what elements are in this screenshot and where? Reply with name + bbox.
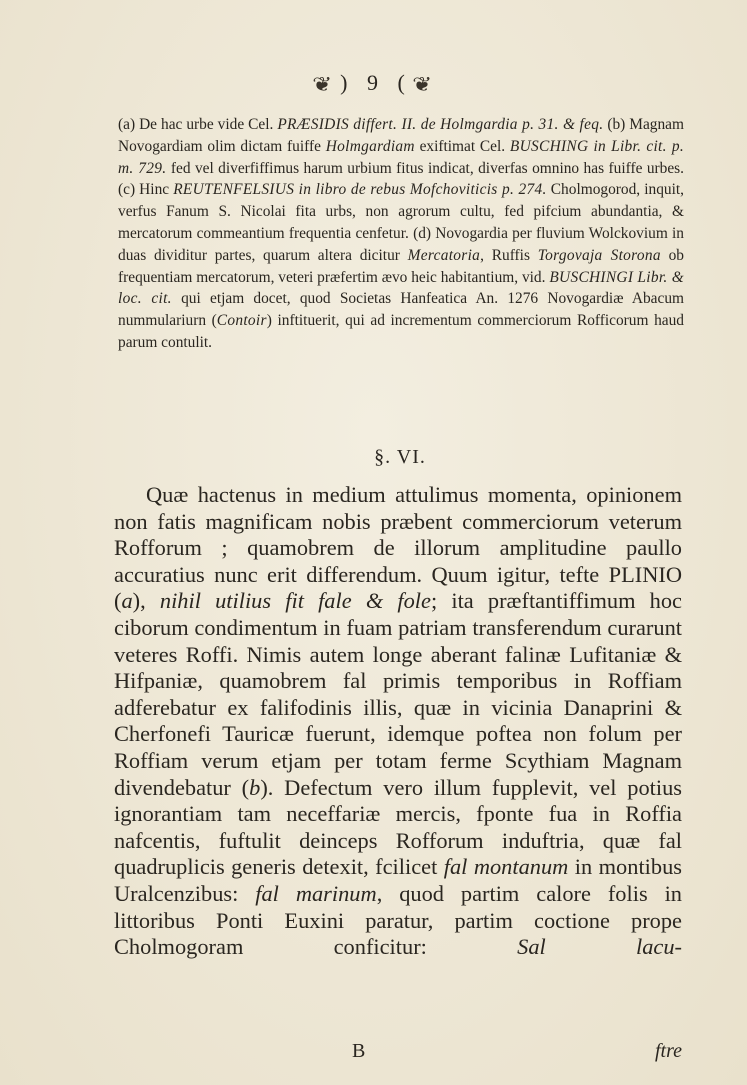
footnote-text-run: qui etjam docet, quod Societas Hanfeatica An. 1276 Novogardiæ Abacum nummulariurn ( — [118, 290, 684, 330]
body-text-run: nihil utilius fit fale & fole — [159, 588, 431, 614]
footnote-text-run: exiftimat Cel. — [414, 137, 510, 155]
footnote-text-run: ob frequentiam mercatorum, veteri præfertim ævo heic habitantium, vid. — [118, 246, 684, 286]
body-text-run: ; ita præftantiffimum hoc ciborum condimentum in fuam patriam transferendum curarunt veteres Roffi. Nimis autem longe aberant falinæ Lufitaniæ & Hifpaniæ, quamobrem fal primis temporibus in Roffiam adferebatur ex falifodinis illis, quæ in vicinia Danaprini & Cherfonefi Tauricæ fuerunt, idemque poftea non folum per Roffiam verum etjam per totam ferme Scythiam Magnam divendebatur ( — [114, 588, 682, 800]
body-text-run: b — [249, 774, 261, 800]
footnote-text-run: ) inftituerit, qui ad incrementum commerciorum Rofficorum haud parum contulit. — [118, 312, 684, 351]
body-text-run: fal marinum — [255, 880, 377, 906]
signature-mark: B — [352, 1040, 366, 1062]
body-text-run: a — [121, 588, 133, 614]
footnote-text-run: Torgovaja Storona — [537, 246, 661, 264]
footnote-paragraph — [118, 114, 684, 354]
footnote-text-run: Mercatoria — [407, 246, 481, 264]
footnote-text-run: Cholmogorod, inquit, verfus Fanum S. Nicolai fita urbs, non agrorum cultu, fed pifcium abundantia, & mercatorum commeantium frequentia cenfetur. (d) Novogardia per fluvium Wolckovium in duas dividitur partes, quarum altera dicitur — [118, 181, 685, 264]
left-ornament-icon: ❦ — [312, 74, 335, 97]
body-text-run: , quod partim calore folis in littoribus Ponti Euxini paratur, partim coctione prope Cholmogoram conficitur: — [114, 880, 682, 960]
body-text-run: Quæ hactenus in medium attulimus momenta, opinionem non fatis magnificam nobis præbent commerciorum veterum Rofforum ; quamobrem de illorum amplitudine paullo accuratius nunc erit differendum. Quum igitur, tefte PLINIO ( — [114, 482, 682, 614]
body-text-run: ), — [132, 588, 160, 614]
footnote-text-run: Holmgardiam — [325, 137, 415, 155]
body-text-run: in montibus Uralcenzibus: — [114, 854, 682, 906]
footnotes-block — [118, 114, 684, 354]
running-head — [0, 70, 747, 97]
left-bracket: ) — [340, 70, 350, 95]
footnote-text-run: (a) De hac urbe vide Cel. — [118, 116, 278, 133]
footnote-text-run: PRÆSIDIS differt. II. de Holmgardia p. 31. & feq. — [277, 116, 604, 133]
section-heading: §. VI. — [374, 446, 426, 468]
footnote-text-run: fed vel diverfiffimus harum urbium fitus indicat, diverfas omnino has fuiffe urbes. (c) Hinc — [118, 159, 685, 199]
footnote-text-run: , Ruffis — [480, 246, 538, 264]
footnote-text-run: Contoir — [216, 312, 267, 330]
body-paragraph — [114, 482, 682, 961]
body-text-run: Sal lacu- — [517, 934, 682, 960]
footnote-text-run: BUSCHINGI Libr. & loc. cit. — [118, 268, 684, 308]
right-bracket: ( — [397, 70, 407, 95]
main-text — [114, 482, 682, 961]
body-text-run: fal montanum — [443, 854, 569, 880]
footnote-text-run: (b) Magnam Novogardiam olim dictam fuiffe — [118, 116, 684, 155]
right-ornament-icon: ❦ — [412, 74, 435, 97]
body-text-run: ). Defectum vero illum fupplevit, vel potius ignorantiam tam neceffariæ mercis, fponte fua in Roffia nafcentis, fuftulit deinceps Rofforum induftria, quæ fal quadruplicis generis detexit, fcilicet — [114, 774, 682, 880]
catchword: ftre — [654, 1040, 682, 1062]
page-number: 9 — [367, 70, 380, 95]
footnote-text-run: REUTENFELSIUS in libro de rebus Mofchoviticis p. 274. — [173, 181, 547, 199]
footnote-text-run: BUSCHING in Libr. cit. p. m. 729. — [118, 137, 684, 177]
